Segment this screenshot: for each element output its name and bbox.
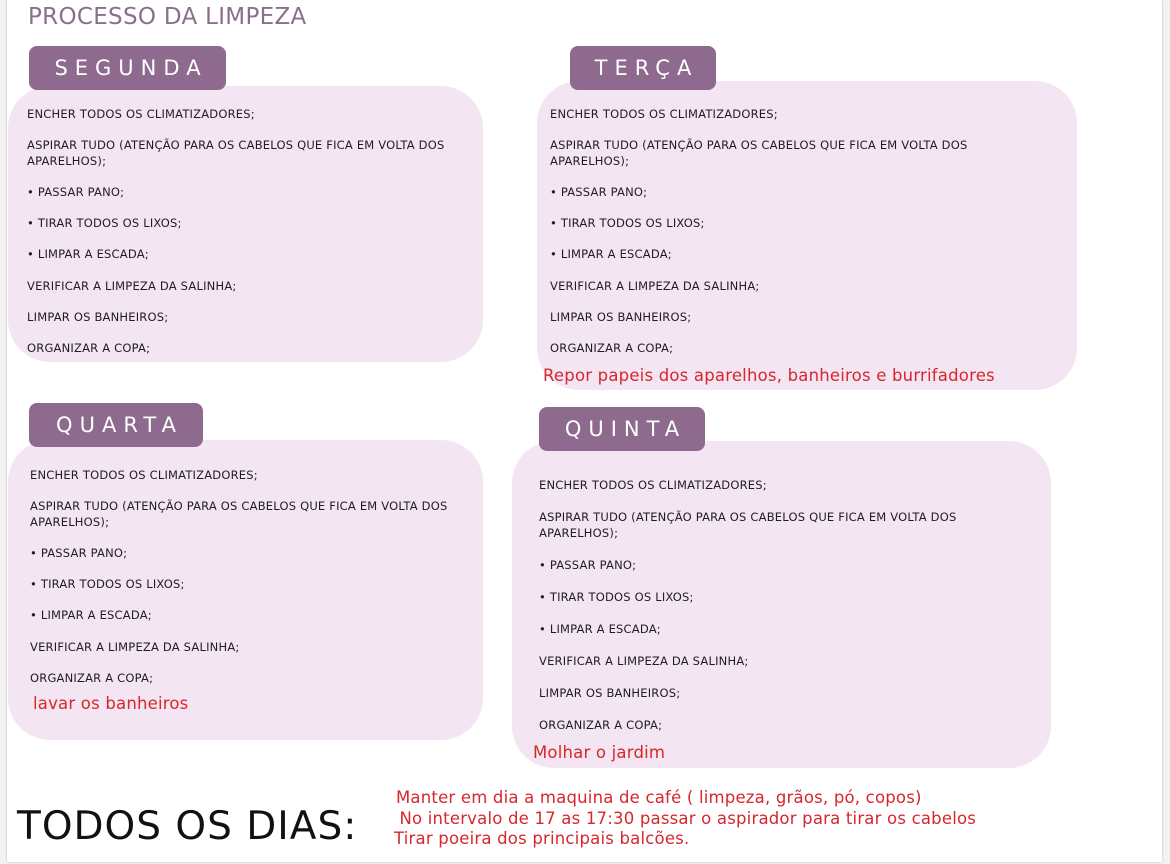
- day-label-quinta: QUINTA: [539, 407, 705, 451]
- task-item: ASPIRAR TUDO (ATENÇÃO PARA OS CABELOS QUE FICA EM VOLTA DOS: [30, 499, 448, 513]
- task-item: ENCHER TODOS OS CLIMATIZADORES;: [27, 107, 255, 121]
- task-item: ASPIRAR TUDO (ATENÇÃO PARA OS CABELOS QUE FICA EM VOLTA DOS: [27, 138, 445, 152]
- daily-task: Tirar poeira dos principais balcões.: [394, 829, 690, 848]
- task-item: ORGANIZAR A COPA;: [539, 718, 663, 732]
- task-item: ENCHER TODOS OS CLIMATIZADORES;: [550, 107, 778, 121]
- page-title: PROCESSO DA LIMPEZA: [28, 4, 307, 30]
- task-item: • PASSAR PANO;: [550, 185, 648, 199]
- extra-task-quarta: lavar os banheiros: [33, 694, 189, 713]
- task-item: VERIFICAR A LIMPEZA DA SALINHA;: [27, 279, 237, 293]
- day-label-segunda: SEGUNDA: [29, 46, 226, 90]
- task-item: • TIRAR TODOS OS LIXOS;: [30, 577, 185, 591]
- task-item: ENCHER TODOS OS CLIMATIZADORES;: [539, 478, 767, 492]
- task-item: • LIMPAR A ESCADA;: [27, 247, 149, 261]
- task-item: VERIFICAR A LIMPEZA DA SALINHA;: [30, 640, 240, 654]
- task-item: ORGANIZAR A COPA;: [27, 341, 151, 355]
- task-item: APARELHOS);: [30, 515, 110, 529]
- task-item: • LIMPAR A ESCADA;: [539, 622, 661, 636]
- task-item: LIMPAR OS BANHEIROS;: [27, 310, 169, 324]
- task-item: • PASSAR PANO;: [539, 558, 637, 572]
- task-item: APARELHOS);: [27, 154, 107, 168]
- todos-os-dias-heading: TODOS OS DIAS:: [17, 804, 358, 849]
- task-item: APARELHOS);: [539, 526, 619, 540]
- task-item: VERIFICAR A LIMPEZA DA SALINHA;: [550, 279, 760, 293]
- day-label-quarta: QUARTA: [29, 403, 203, 447]
- task-item: VERIFICAR A LIMPEZA DA SALINHA;: [539, 654, 749, 668]
- daily-task: No intervalo de 17 as 17:30 passar o aspirador para tirar os cabelos: [394, 809, 977, 828]
- task-item: • TIRAR TODOS OS LIXOS;: [539, 590, 694, 604]
- task-item: • PASSAR PANO;: [27, 185, 125, 199]
- extra-task-terca: Repor papeis dos aparelhos, banheiros e burrifadores: [543, 366, 995, 385]
- task-item: • LIMPAR A ESCADA;: [550, 247, 672, 261]
- extra-task-quinta: Molhar o jardim: [533, 743, 666, 762]
- task-item: APARELHOS);: [550, 154, 630, 168]
- task-item: ORGANIZAR A COPA;: [30, 671, 154, 685]
- daily-task: Manter em dia a maquina de café ( limpeza, grãos, pó, copos): [396, 788, 922, 807]
- day-label-terca: TERÇA: [570, 46, 716, 90]
- task-item: • PASSAR PANO;: [30, 546, 128, 560]
- task-item: • TIRAR TODOS OS LIXOS;: [550, 216, 705, 230]
- task-item: LIMPAR OS BANHEIROS;: [550, 310, 692, 324]
- task-item: • TIRAR TODOS OS LIXOS;: [27, 216, 182, 230]
- task-item: ASPIRAR TUDO (ATENÇÃO PARA OS CABELOS QUE FICA EM VOLTA DOS: [550, 138, 968, 152]
- task-item: ASPIRAR TUDO (ATENÇÃO PARA OS CABELOS QUE FICA EM VOLTA DOS: [539, 510, 957, 524]
- task-item: • LIMPAR A ESCADA;: [30, 608, 152, 622]
- task-item: ORGANIZAR A COPA;: [550, 341, 674, 355]
- task-item: ENCHER TODOS OS CLIMATIZADORES;: [30, 468, 258, 482]
- task-item: LIMPAR OS BANHEIROS;: [539, 686, 681, 700]
